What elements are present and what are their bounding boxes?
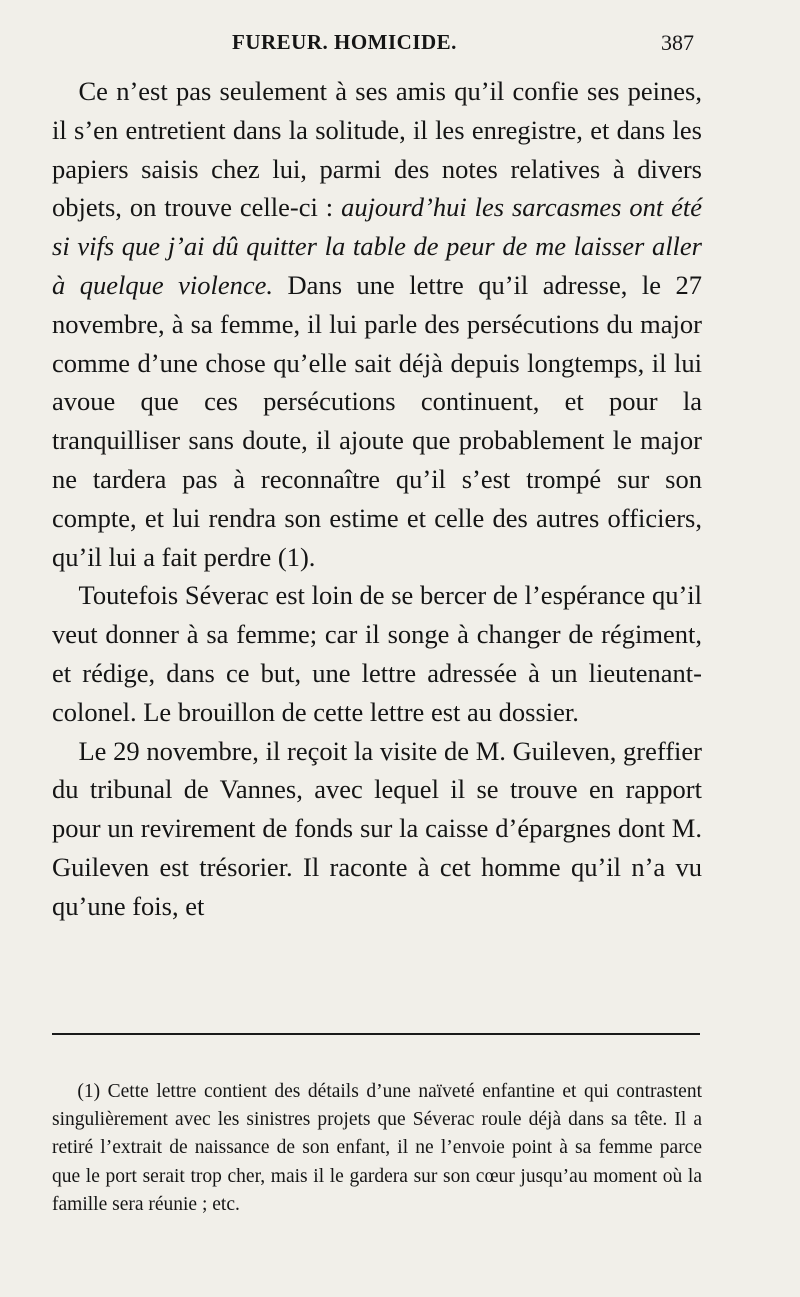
footnote [52, 1078, 702, 1219]
footnote-separator [52, 1033, 700, 1035]
paragraph-1-text-b: Dans une lettre qu’il adresse, le 27 novembre, à sa femme, il lui parle des persécutions du major comme d’une chose qu’elle sait déjà depuis longtemps, il lui avoue que ces persécutions continuent, et pour la tranquilliser sans doute, il ajoute que probablement le major ne tardera pas à reconnaître qu’il s’est trompé sur son compte, et lui rendra son estime et celle des autres officiers, qu’il lui a fait perdre (1). [52, 269, 702, 572]
main-text [52, 72, 702, 926]
paragraph-1-quotation: aujourd’hui les sarcasmes ont été si vifs que j’ai dû quitter la table de peur de me laisser aller à quelque violence. [52, 192, 702, 300]
page-header [0, 30, 800, 64]
running-title: FUREUR. HOMICIDE. [232, 30, 457, 54]
paragraph-3: Le 29 novembre, il reçoit la visite de M. Guileven, greffier du tribunal de Vannes, avec lequel il se trouve en rapport pour un revirement de fonds sur la caisse d’épargnes dont M. Guileven est trésorier. Il raconte à cet homme qu’il n’a vu qu’une fois, et [52, 735, 702, 921]
page-number: 387 [661, 30, 694, 55]
footnote-text: (1) Cette lettre contient des détails d’une naïveté enfantine et qui contrastent singulièrement avec les sinistres projets que Séverac roule déjà dans sa tête. Il a retiré l’extrait de naissance de son enfant, il ne l’envoie point à sa femme parce que le port serait trop cher, mais il le gardera sur son cœur jusqu’au moment où la famille sera réunie ; etc. [52, 1081, 702, 1215]
paragraph-2: Toutefois Séverac est loin de se bercer de l’espérance qu’il veut donner à sa femme; car il songe à changer de régiment, et rédige, dans ce but, une lettre adressée à un lieutenant-colonel. Le brouillon de cette lettre est au dossier. [52, 580, 702, 727]
paragraph-1-text-a: Ce n’est pas seulement à ses amis qu’il confie ses peines, il s’en entretient dans la solitude, il les enregistre, et dans les papiers saisis chez lui, parmi des notes relatives à divers objets, on trouve celle-ci : [52, 76, 702, 223]
paragraph-1 [52, 72, 702, 576]
